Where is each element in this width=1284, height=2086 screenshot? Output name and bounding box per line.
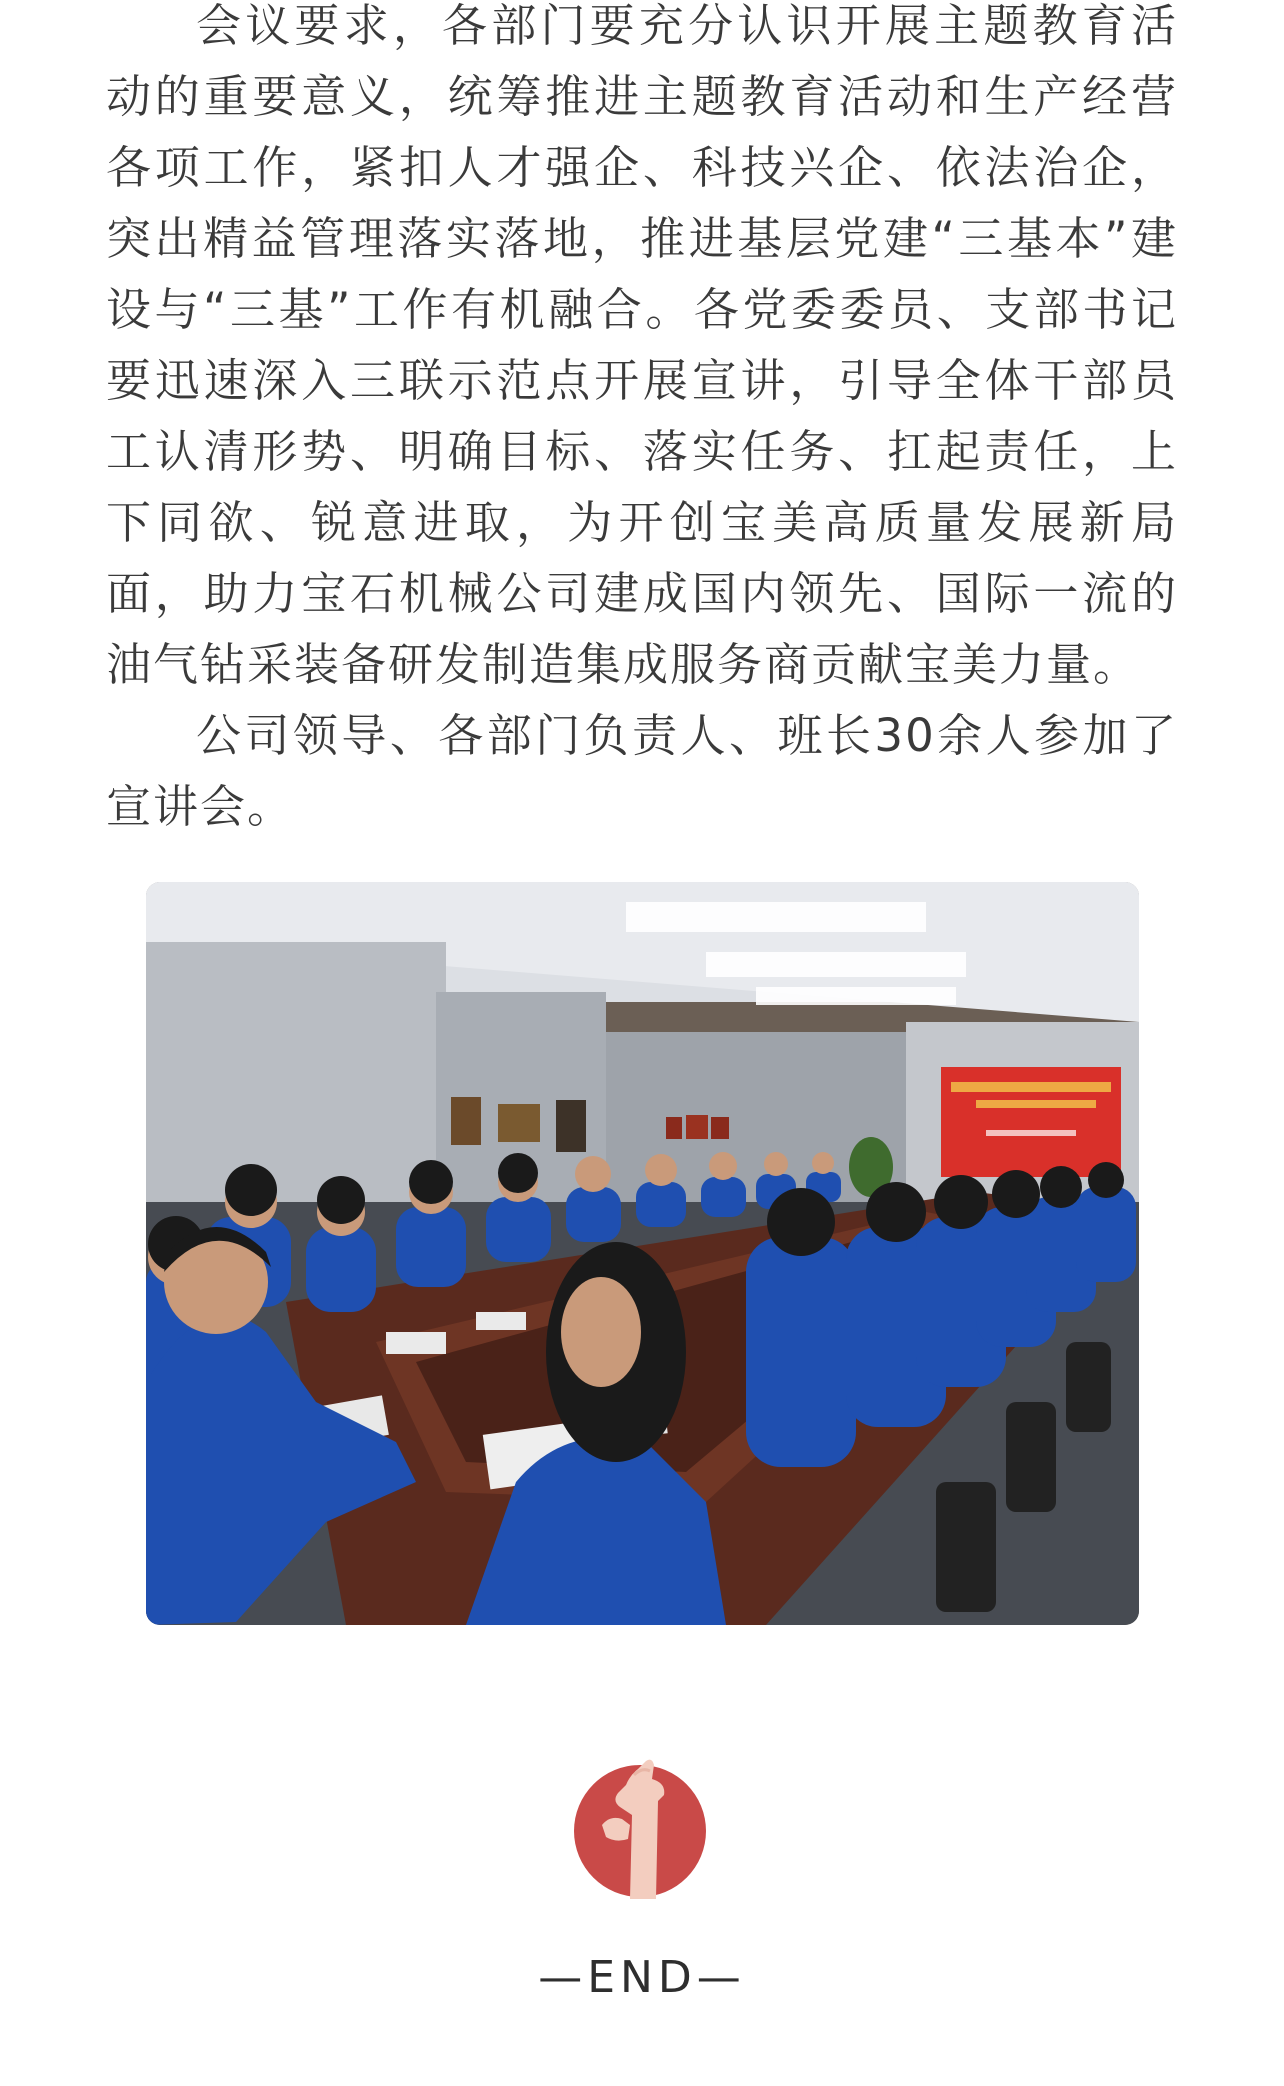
end-label: —END— — [538, 1952, 746, 2003]
meeting-room-photo — [146, 882, 1139, 1625]
huabiao-pillar-emblem-icon — [572, 1755, 716, 1899]
meeting-photo — [146, 882, 1139, 1625]
article-paragraph: 公司领导、各部门负责人、班长30余人参加了宣讲会。 — [106, 709, 1178, 833]
article-body — [106, 0, 1178, 842]
article-paragraph: 会议要求，各部门要充分认识开展主题教育活动的重要意义，统筹推进主题教育活动和生产经营各项工作，紧扣人才强企、科技兴企、依法治企，突出精益管理落实落地，推进基层党建“三基本”建设与“三基”工作有机融合。各党委委员、支部书记要迅速深入三联示范点开展宣讲，引导全体干部员工认清形势、明确目标、落实任务、扛起责任，上下同欲、锐意进取，为开创宝美高质量发展新局面，助力宝石机械公司建成国内领先、国际一流的油气钻采装备研发制造集成服务商贡献宝美力量。 — [106, 0, 1178, 691]
